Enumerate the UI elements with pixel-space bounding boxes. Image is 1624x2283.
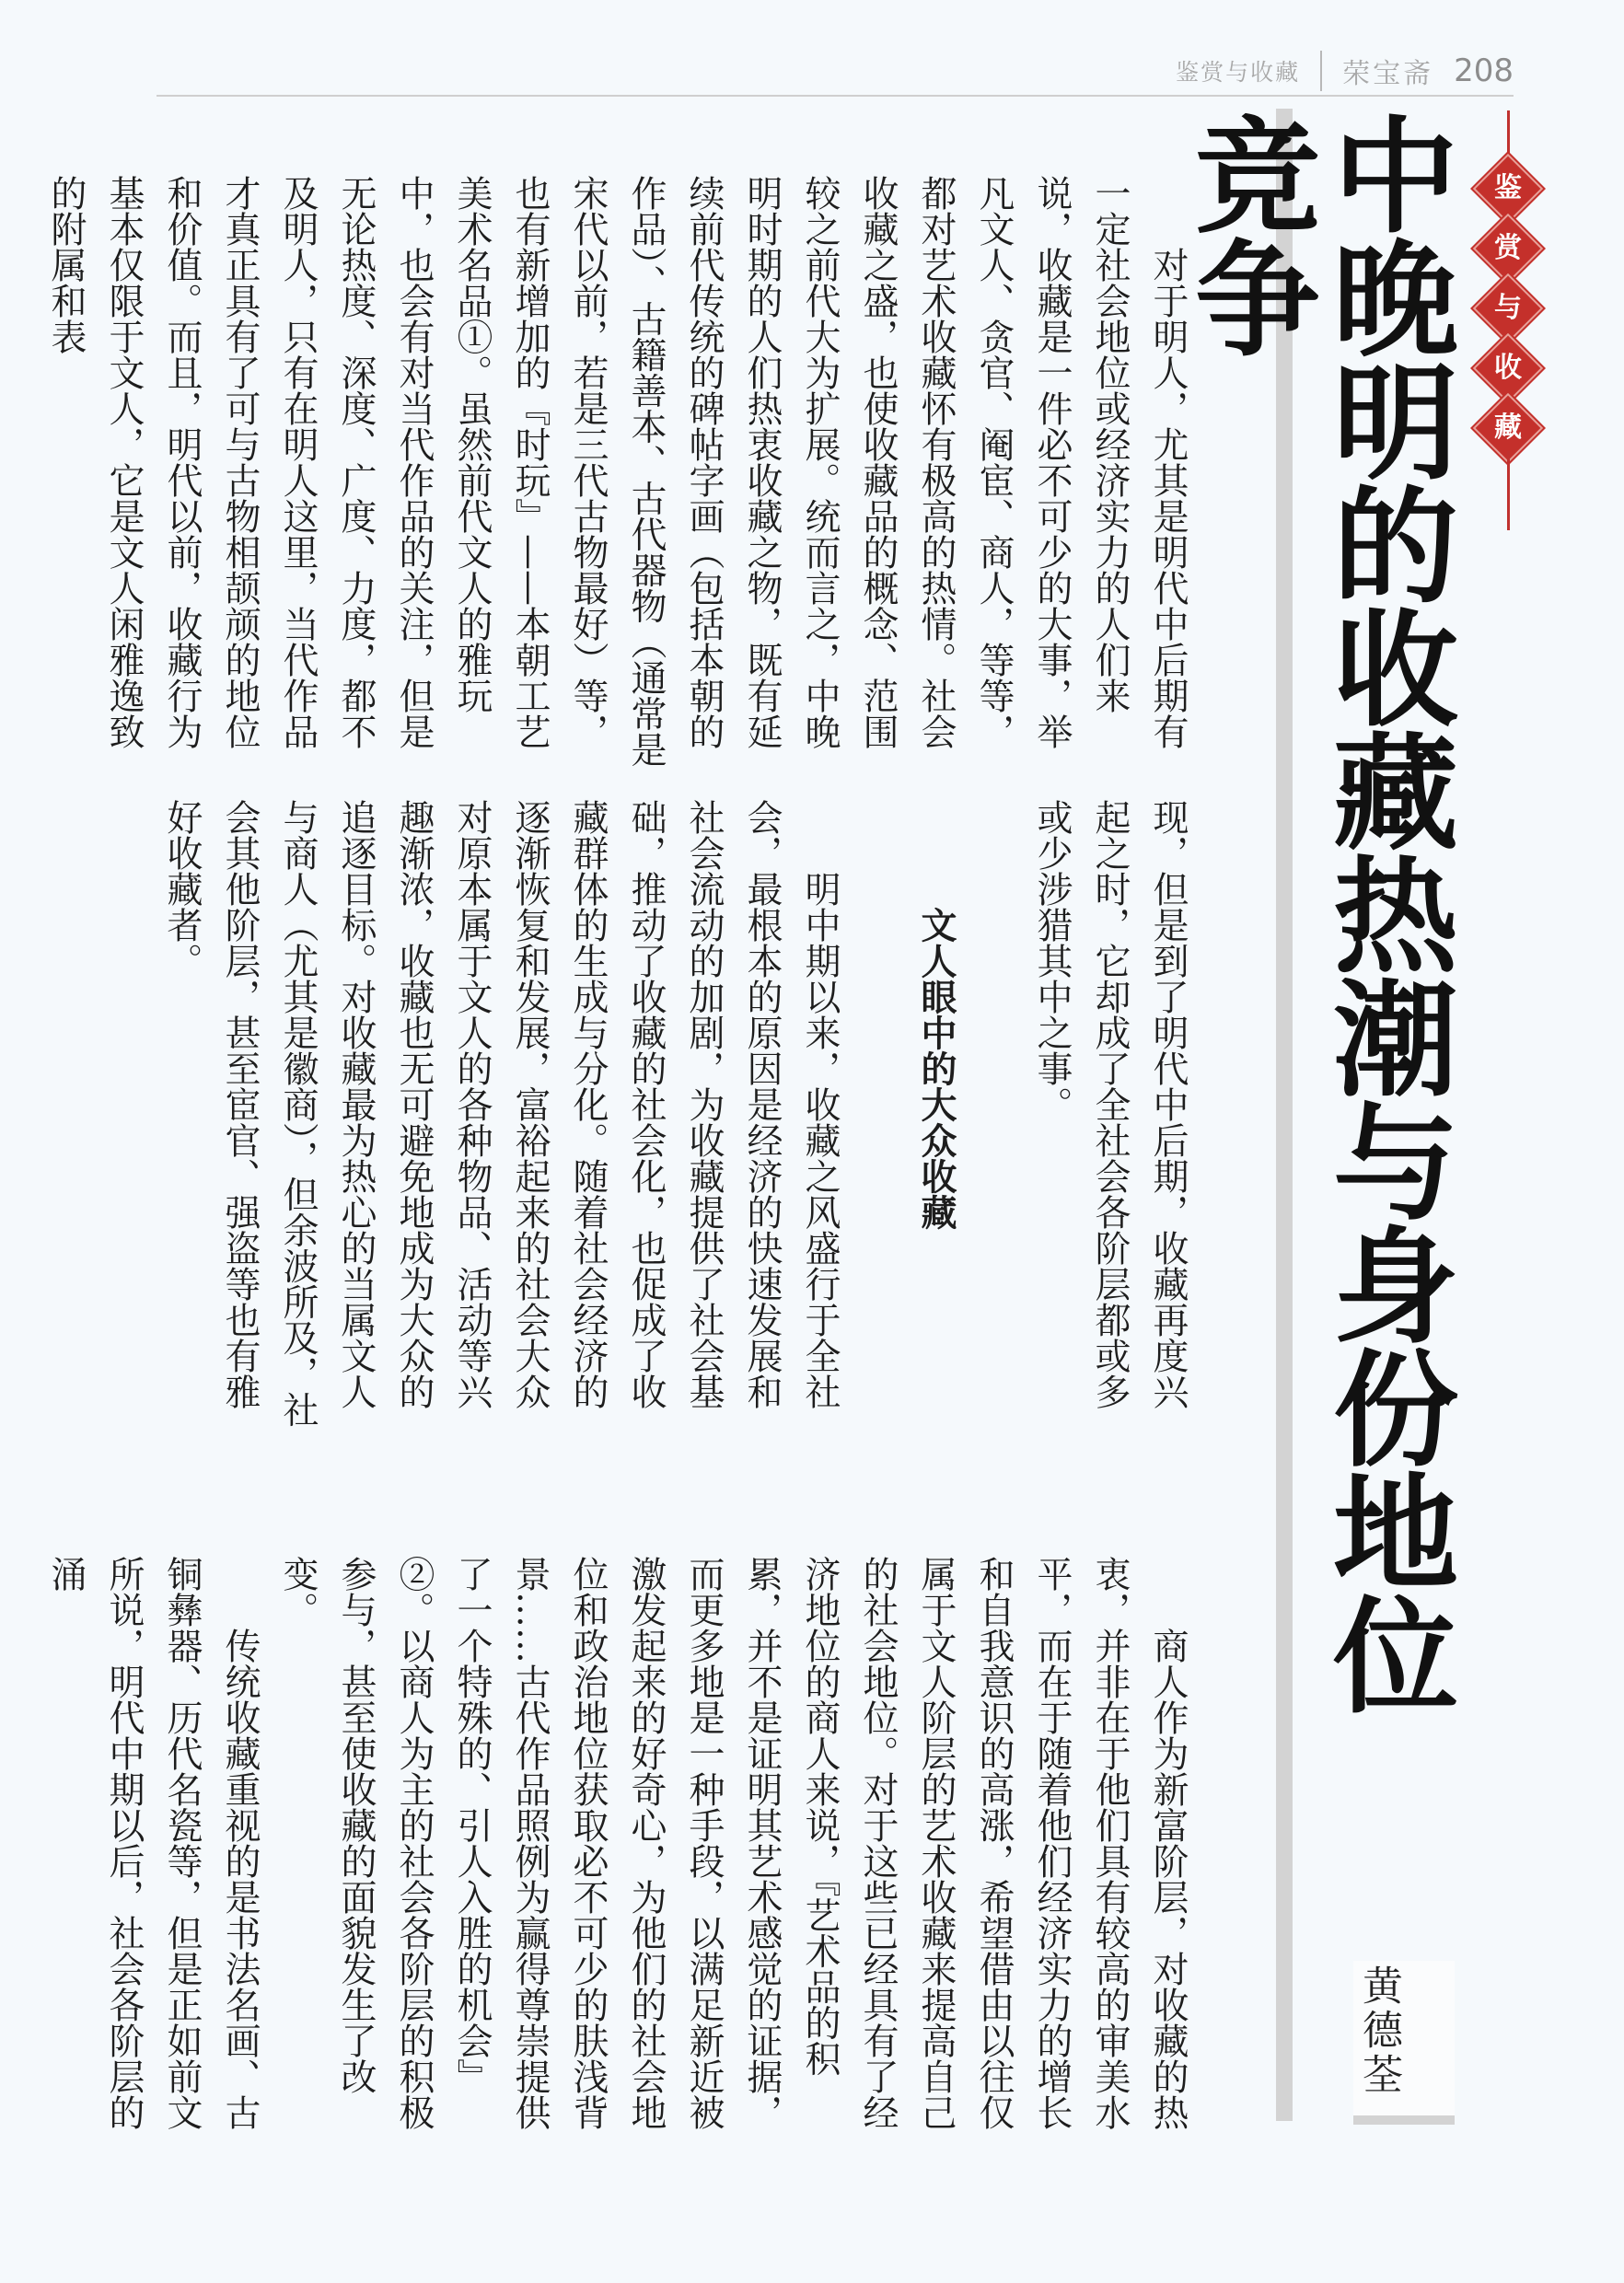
badge-diamond-4: 收 [1472, 332, 1544, 404]
paragraph-4: 传统收藏重视的是书法名画、古铜彝器、历代名瓷等，但是正如前文所说，明代中期以后，社会各阶层的涌 [45, 1556, 261, 2130]
section-label: 鉴赏与收藏 [1176, 59, 1301, 86]
paragraph-1: 对于明人，尤其是明代中后期有一定社会地位或经济实力的人们来说，收藏是一件必不可少的大事，举凡文人、贪官、阉宦、商人，等等，都对艺术收藏怀有极高的热情。社会收藏之盛，也使收藏品的概念、范围较之前代大为扩展。统而言之，中晚明时期的人们热衷收藏之物，既有延续前代传统的碑帖字画（包括本朝的作品）、古籍善本、古代器物（通常是宋代以前，若是三代古物最好）等，也有新增加的『时玩』——本朝工艺美术名品①。虽然前代文人的雅玩中，也会有对当代作品的关注，但是无论热度、深度、广度、力度，都不及明人，只有在明人这里，当代作品才真正具有了可与古物相颉颃的地位和价值。而且，明代以前，收藏行为基本仅限于文人，它是文人闲雅逸致的附属和表 [45, 175, 1189, 768]
header-rule [157, 95, 1514, 97]
page-header [1142, 48, 1514, 94]
badge-diamond-5: 藏 [1472, 392, 1544, 464]
badge-diamond-2: 赏 [1472, 213, 1544, 284]
publication-logo: 荣宝斋 [1342, 58, 1434, 90]
badge-diamond-3: 与 [1472, 272, 1544, 344]
page-number: 208 [1454, 52, 1514, 89]
body-block-bottom [45, 1556, 1197, 2136]
paragraph-3: 商人作为新富阶层，对收藏的热衷，并非在于他们具有较高的审美水平，而在于随着他们经济实力的增长和自我意识的高涨，希望借由以往仅属于文人阶层的艺术收藏来提高自己的社会地位。对于这些已经具有了经济地位的商人来说，『艺术品的积累，并不是证明其艺术感觉的证据，而更多地是一种手段，以满足新近被激发起来的好奇心，为他们的社会地位和政治地位获取必不可少的肤浅背景……古代作品照例为赢得尊崇提供了一个特殊的、引人入胜的机会』②。以商人为主的社会各阶层的积极参与，甚至使收藏的面貌发生了改变。 [277, 1556, 1189, 2130]
body-block-top [45, 175, 1197, 773]
section-subheading: 文人眼中的大众收藏 [915, 907, 957, 1230]
badge-line-top [1507, 110, 1510, 153]
paragraph-2: 明中期以来，收藏之风盛行于全社会，最根本的原因是经济的快速发展和社会流动的加剧，为收藏提供了社会基础，推动了收藏的社会化，也促成了收藏群体的生成与分化。随着社会经济的逐渐恢复和发展，富裕起来的社会大众对原本属于文人的各种物品、活动等兴趣渐浓，收藏也无可避免地成为大众的追逐目标。对收藏最为热心的当属文人与商人（尤其是徽商），但余波所及，社会其他阶层，甚至宦官、强盗等也有雅好收藏者。 [161, 799, 841, 1428]
body-block-middle [147, 799, 1197, 1434]
header-divider [1320, 51, 1322, 91]
badge-line-bottom [1507, 451, 1510, 530]
author-name: 黄德荃 [1355, 1964, 1402, 2097]
title-side-bar [1276, 109, 1293, 2121]
paragraph-1-continued: 现，但是到了明代中后期，收藏再度兴起之时，它却成了全社会各阶层都或多或少涉猎其中之事。 [1031, 799, 1189, 1409]
badge-diamond-1: 鉴 [1472, 153, 1544, 225]
article-title: 中晚明的收藏热潮与身份地位竞争 [1173, 110, 1456, 1714]
